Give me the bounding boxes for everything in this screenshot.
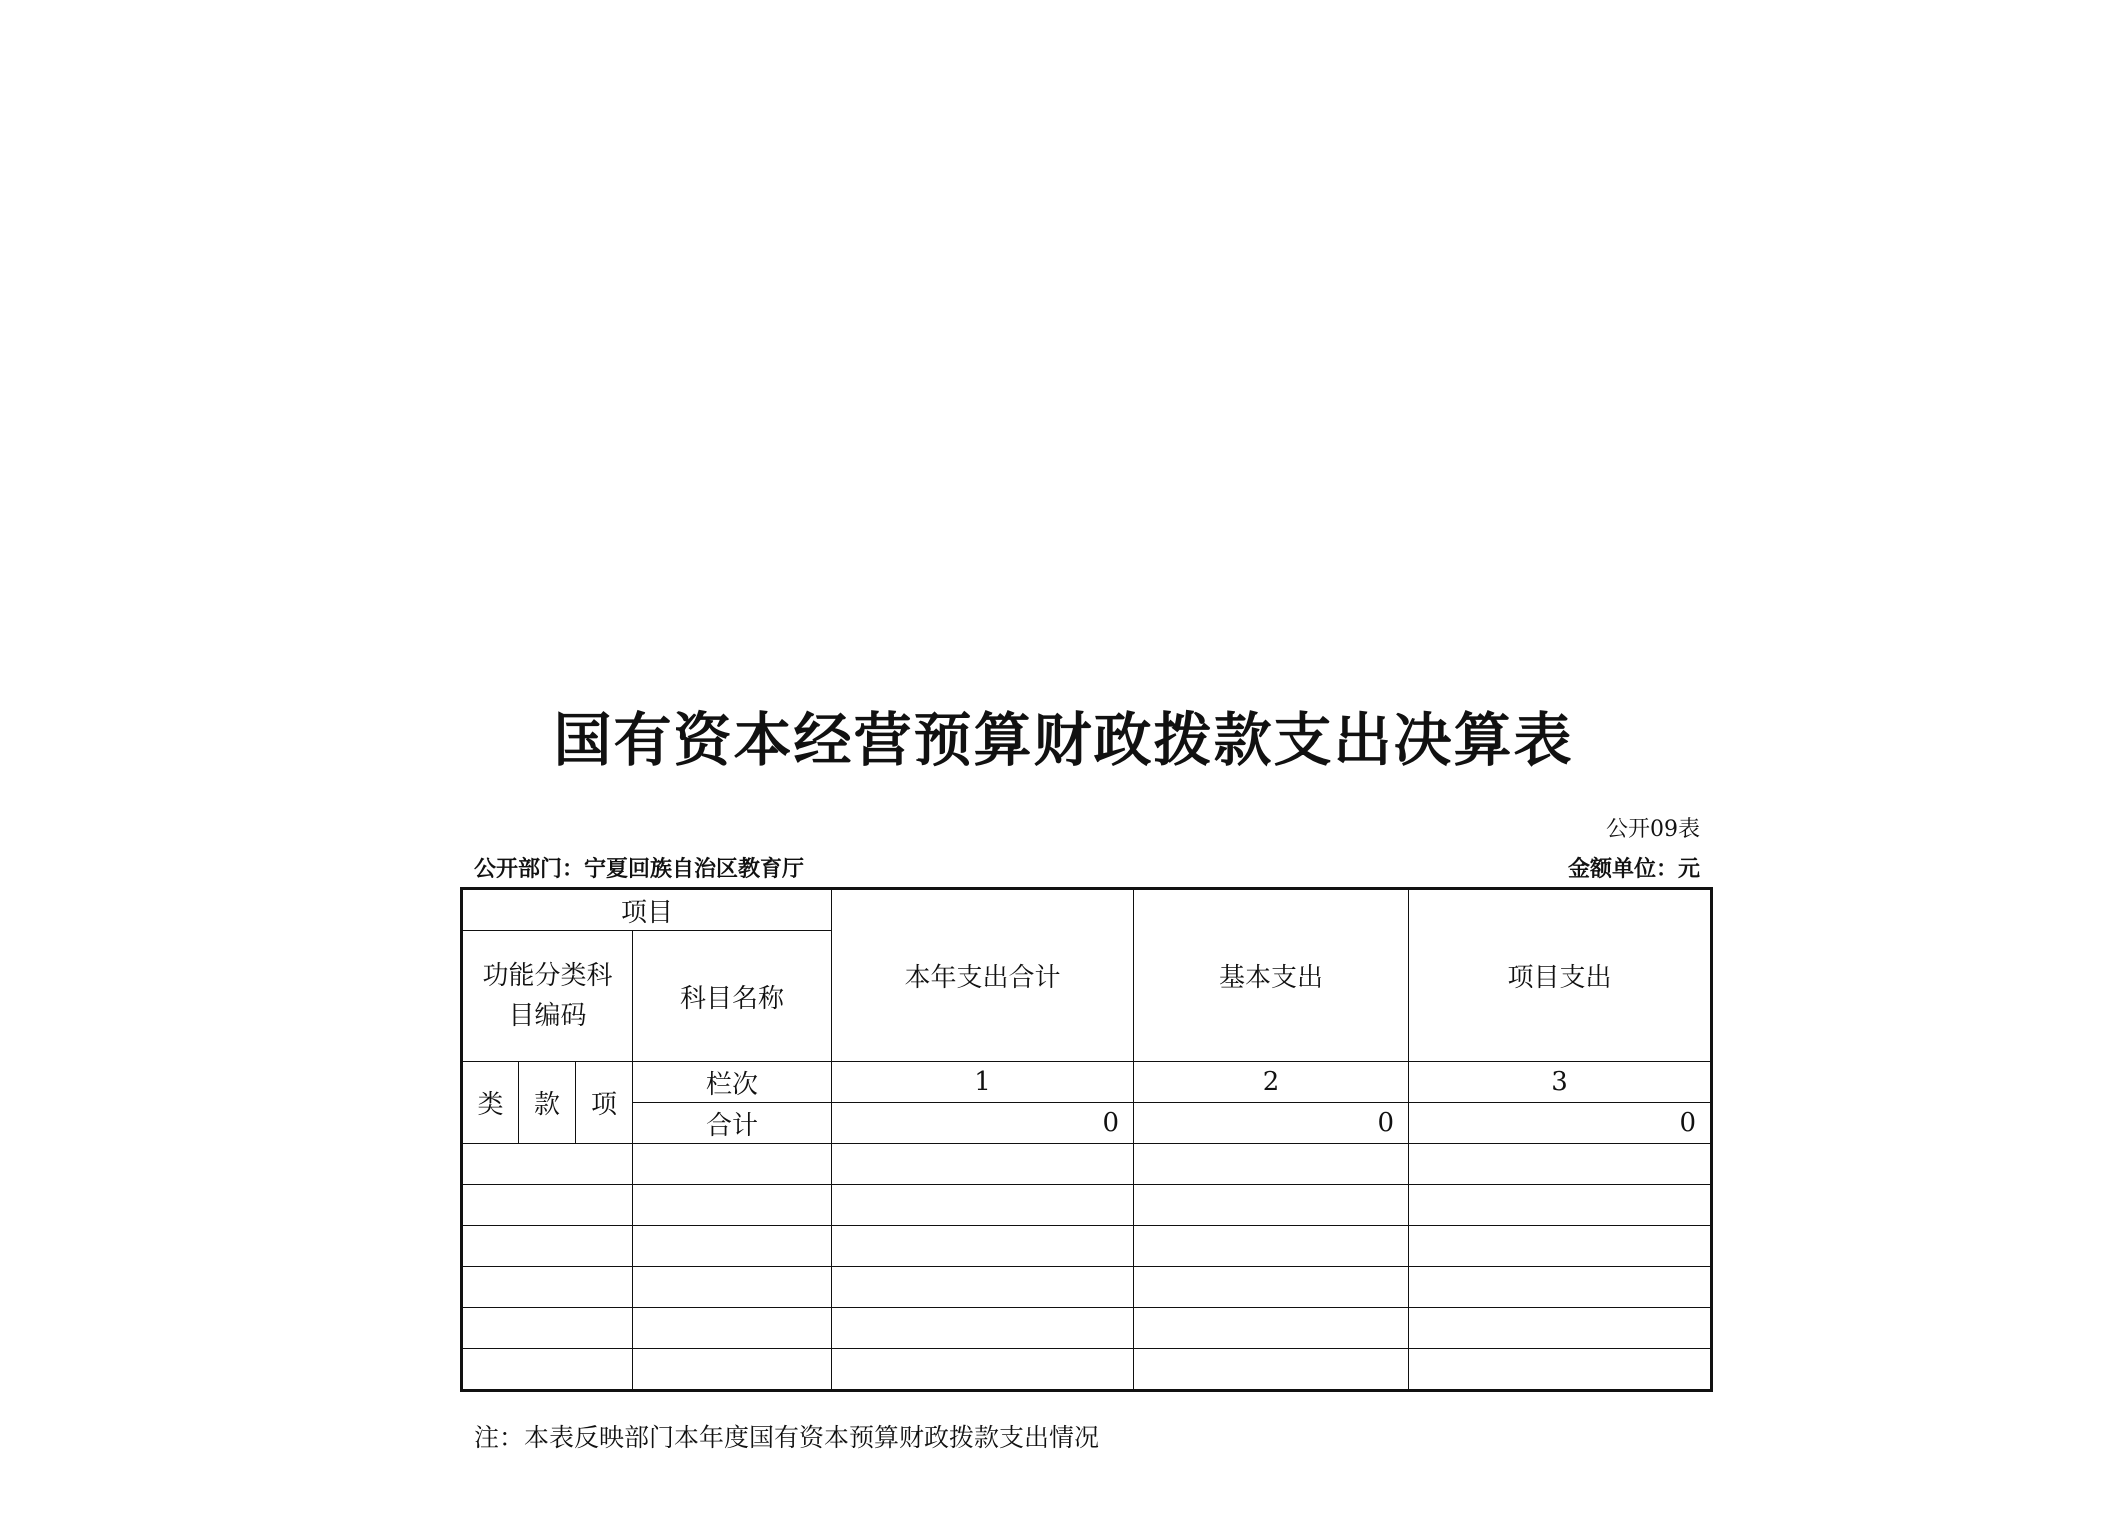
row-lanci-label: 栏次: [633, 1062, 832, 1103]
table-cell: [633, 1349, 832, 1391]
page-title: 国有资本经营预算财政拨款支出决算表: [553, 706, 1574, 774]
header-xiang: 项: [576, 1062, 633, 1144]
table-cell: [1409, 1144, 1712, 1185]
total-value-2: 0: [1134, 1103, 1409, 1144]
table-cell: [832, 1226, 1134, 1267]
table-cell: [633, 1267, 832, 1308]
table-row: [462, 1226, 1712, 1267]
header-project: 项目: [462, 889, 832, 931]
table-cell: [1409, 1308, 1712, 1349]
table-cell: [462, 1308, 633, 1349]
table-cell: [1409, 1185, 1712, 1226]
table-cell: [1134, 1349, 1409, 1391]
amount-unit-label: 金额单位：元: [1567, 856, 1700, 882]
table-cell: [1409, 1226, 1712, 1267]
table-cell: [1134, 1185, 1409, 1226]
table-row: [462, 1308, 1712, 1349]
table-row: [462, 1349, 1712, 1391]
table-cell: [832, 1267, 1134, 1308]
table-cell: [462, 1185, 633, 1226]
total-value-1: 0: [832, 1103, 1134, 1144]
header-kuan: 款: [519, 1062, 576, 1144]
table-cell: [462, 1226, 633, 1267]
table-cell: [832, 1308, 1134, 1349]
column-number-2: 2: [1134, 1062, 1409, 1103]
header-subject-name: 科目名称: [633, 931, 832, 1062]
footnote: 注：本表反映部门本年度国有资本预算财政拨款支出情况: [474, 1423, 1100, 1452]
table-row: [462, 1185, 1712, 1226]
table-cell: [1409, 1349, 1712, 1391]
header-function-code: 功能分类科目编码: [462, 931, 633, 1062]
header-project-expenditure: 项目支出: [1409, 889, 1712, 1062]
table-cell: [462, 1144, 633, 1185]
column-number-3: 3: [1409, 1062, 1712, 1103]
table-cell: [462, 1267, 633, 1308]
table-cell: [832, 1185, 1134, 1226]
table-code: 公开09表: [1606, 817, 1700, 842]
table-cell: [1134, 1144, 1409, 1185]
department-label: 公开部门：宁夏回族自治区教育厅: [474, 856, 805, 882]
table-cell: [633, 1226, 832, 1267]
table-cell: [832, 1349, 1134, 1391]
header-total: 本年支出合计: [832, 889, 1134, 1062]
table-row: [462, 1144, 1712, 1185]
table-row: [462, 1267, 1712, 1308]
table-cell: [1134, 1226, 1409, 1267]
table-cell: [633, 1308, 832, 1349]
total-row-label: 合计: [633, 1103, 832, 1144]
table-cell: [633, 1144, 832, 1185]
table-cell: [832, 1144, 1134, 1185]
table-cell: [633, 1185, 832, 1226]
header-lei: 类: [462, 1062, 519, 1144]
table-cell: [1134, 1308, 1409, 1349]
table-cell: [1134, 1267, 1409, 1308]
header-basic: 基本支出: [1134, 889, 1409, 1062]
expenditure-table: [460, 887, 1713, 1392]
table-cell: [1409, 1267, 1712, 1308]
column-number-1: 1: [832, 1062, 1134, 1103]
table-cell: [462, 1349, 633, 1391]
total-value-3: 0: [1409, 1103, 1712, 1144]
